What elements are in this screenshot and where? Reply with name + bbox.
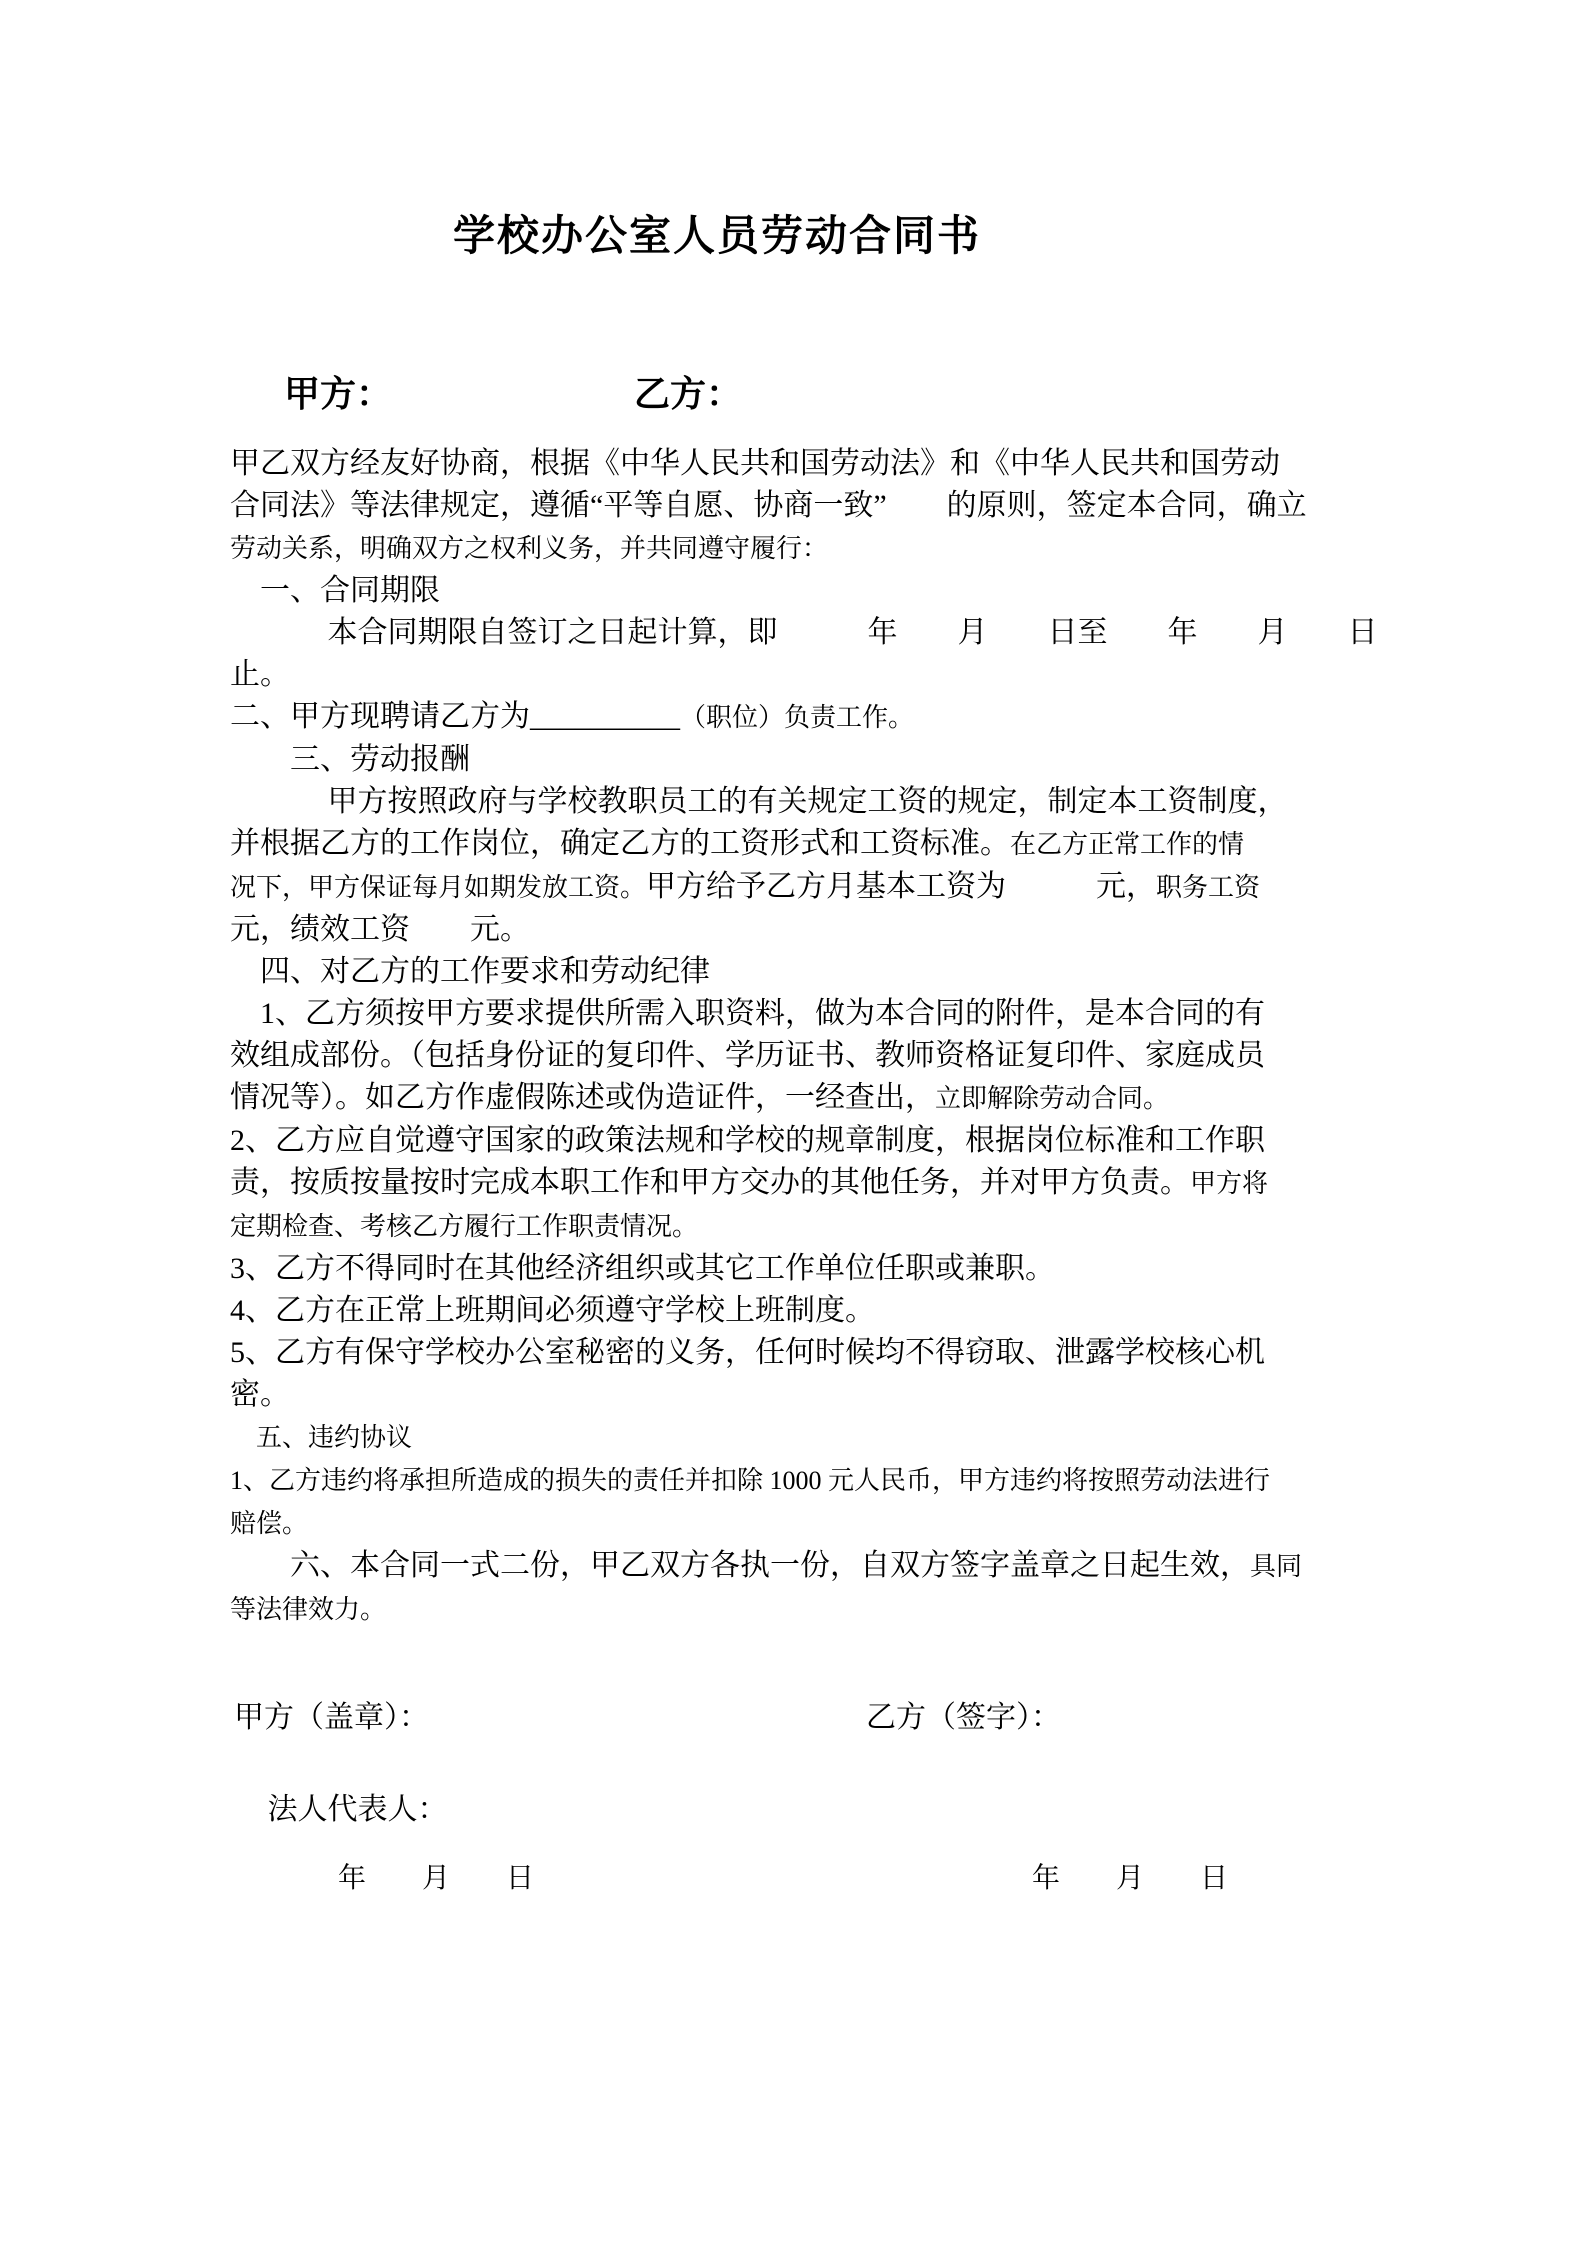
contract-body bbox=[230, 443, 1378, 1631]
text-run: 责，按质按量按时完成本职工作和甲方交办的其他任务，并对甲方负责。 bbox=[230, 1166, 1190, 1199]
text-run: 2、乙方应自觉遵守国家的政策法规和学校的规章制度，根据岗位标准和工作职 bbox=[230, 1124, 1265, 1157]
contract-line bbox=[230, 654, 1370, 696]
text-run: 五、违约协议 bbox=[230, 1423, 413, 1452]
contract-line bbox=[230, 781, 1370, 823]
contract-line bbox=[230, 1248, 1370, 1290]
contract-line bbox=[230, 1290, 1370, 1332]
text-run: 密。 bbox=[230, 1378, 290, 1411]
text-run: 等法律效力。 bbox=[230, 1595, 387, 1624]
contract-line bbox=[230, 527, 1370, 570]
contract-line bbox=[230, 1416, 1370, 1459]
text-run: 立即解除劳动合同。 bbox=[935, 1084, 1170, 1113]
party-b-sign-label: 乙方（签字）： bbox=[866, 1701, 1061, 1734]
contract-line bbox=[230, 1162, 1370, 1205]
text-run: 二、甲方现聘请乙方为__________ bbox=[230, 700, 680, 733]
text-run: 赔偿。 bbox=[230, 1509, 309, 1538]
contract-line bbox=[230, 485, 1370, 527]
contract-line bbox=[230, 739, 1370, 781]
text-run: 效组成部份。（包括身份证的复印件、学历证书、教师资格证复印件、家庭成员 bbox=[230, 1039, 1265, 1072]
contract-line bbox=[230, 1502, 1370, 1545]
text-run: 在乙方正常工作的情 bbox=[1010, 830, 1245, 859]
text-run: 况下，甲方保证每月如期发放工资。 bbox=[230, 873, 647, 902]
date-line-party-b: 年 月 日 bbox=[1032, 1863, 1229, 1894]
text-run: 六、本合同一式二份，甲乙双方各执一份，自双方签字盖章之日起生效， bbox=[230, 1549, 1250, 1582]
party-b-label: 乙方： bbox=[634, 374, 743, 414]
contract-line bbox=[230, 951, 1370, 993]
text-run: 合同法》等法律规定，遵循“平等自愿、协商一致” 的原则，签定本合同，确立 bbox=[230, 489, 1307, 522]
text-run: 1、乙方须按甲方要求提供所需入职资料，做为本合同的附件，是本合同的有 bbox=[230, 997, 1265, 1030]
contract-line bbox=[230, 823, 1370, 866]
text-run: 一、合同期限 bbox=[230, 574, 440, 607]
contract-line bbox=[230, 866, 1370, 909]
parties-line bbox=[0, 366, 1587, 416]
contract-line bbox=[230, 909, 1370, 951]
contract-line bbox=[230, 570, 1370, 612]
text-run: 本合同期限自签订之日起计算，即 年 月 日至 年 月 日 bbox=[230, 616, 1378, 649]
contract-line bbox=[230, 1459, 1370, 1502]
party-a-label: 甲方： bbox=[284, 374, 393, 414]
party-a-seal-label: 甲方（盖章）： bbox=[234, 1701, 429, 1734]
text-run: 四、对乙方的工作要求和劳动纪律 bbox=[230, 955, 710, 988]
text-run: 并根据乙方的工作岗位，确定乙方的工资形式和工资标准。 bbox=[230, 827, 1010, 860]
contract-line bbox=[230, 1120, 1370, 1162]
contract-line bbox=[230, 1077, 1370, 1120]
text-run: 甲方将 bbox=[1190, 1169, 1269, 1198]
text-run: 劳动关系，明确双方之权利义务，并共同遵守履行： bbox=[230, 534, 829, 563]
text-run: 甲方给予乙方月基本工资为 元， bbox=[646, 870, 1157, 903]
text-run: 定期检查、考核乙方履行工作职责情况。 bbox=[230, 1212, 699, 1241]
date-line-party-a: 年 月 日 bbox=[338, 1863, 535, 1894]
text-run: 甲方按照政府与学校教职员工的有关规定工资的规定，制定本工资制度， bbox=[230, 785, 1288, 818]
contract-line bbox=[230, 696, 1370, 739]
text-run: （职位）负责工作。 bbox=[680, 703, 915, 732]
contract-line bbox=[230, 1545, 1370, 1588]
contract-line bbox=[230, 1035, 1370, 1077]
text-run: 3、乙方不得同时在其他经济组织或其它工作单位任职或兼职。 bbox=[230, 1252, 1055, 1285]
contract-line bbox=[230, 612, 1378, 654]
text-run: 三、劳动报酬 bbox=[230, 743, 470, 776]
contract-line bbox=[230, 993, 1370, 1035]
text-run: 具同 bbox=[1250, 1552, 1303, 1581]
contract-line bbox=[230, 1205, 1370, 1248]
text-run: 甲乙双方经友好协商，根据《中华人民共和国劳动法》和《中华人民共和国劳动 bbox=[230, 447, 1280, 480]
text-run: 情况等）。如乙方作虚假陈述或伪造证件，一经查出， bbox=[230, 1081, 935, 1114]
text-run: 4、乙方在正常上班期间必须遵守学校上班制度。 bbox=[230, 1294, 875, 1327]
signature-row bbox=[230, 1692, 1370, 1736]
contract-line bbox=[230, 1332, 1370, 1374]
dates-row bbox=[230, 1856, 1370, 1896]
text-run: 5、乙方有保守学校办公室秘密的义务，任何时候均不得窃取、泄露学校核心机 bbox=[230, 1336, 1265, 1369]
contract-line bbox=[230, 443, 1370, 485]
document-title: 学校办公室人员劳动合同书 bbox=[453, 214, 982, 260]
text-run: 1、乙方违约将承担所造成的损失的责任并扣除 1000 元人民币，甲方违约将按照劳动法进行 bbox=[230, 1466, 1271, 1495]
text-run: 职务工资 bbox=[1156, 873, 1261, 902]
text-run: 止。 bbox=[230, 658, 290, 691]
contract-line bbox=[230, 1374, 1370, 1416]
contract-line bbox=[230, 1588, 1370, 1631]
text-run: 元，绩效工资 元。 bbox=[230, 913, 530, 946]
legal-representative-label: 法人代表人： bbox=[230, 1793, 448, 1826]
